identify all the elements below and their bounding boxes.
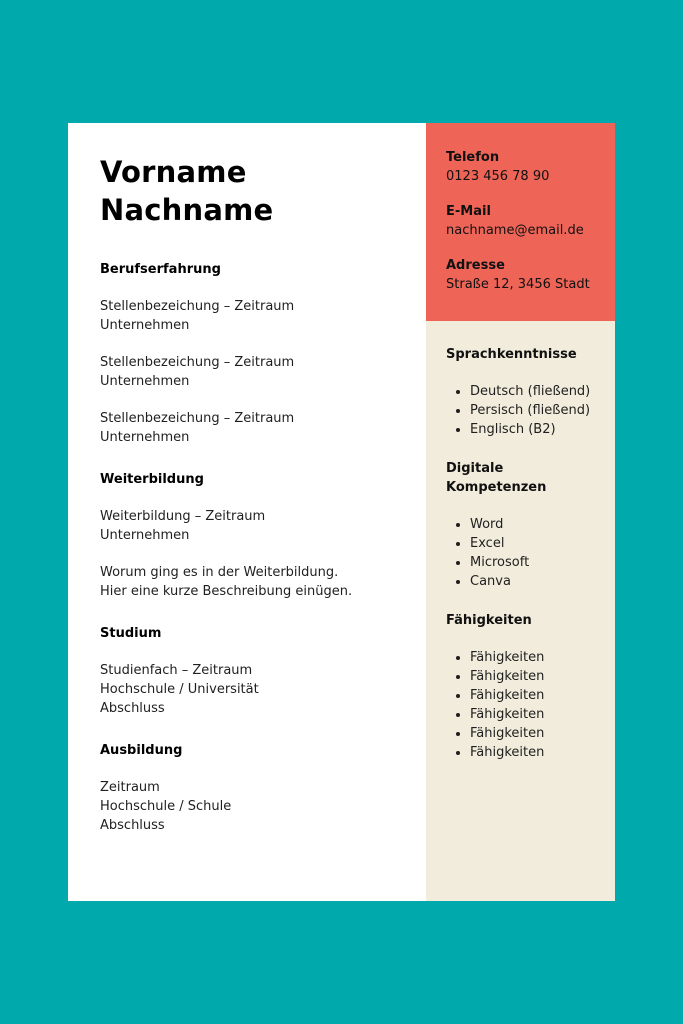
section-title-ausbildung: Ausbildung xyxy=(100,743,183,758)
section-sprachkenntnisse xyxy=(446,345,615,439)
sidebar-content xyxy=(426,321,615,762)
digital-skill-item: • Word xyxy=(470,515,615,534)
job-title-period: Stellenbezeichung – Zeitraum xyxy=(100,355,295,370)
main-column xyxy=(100,153,420,859)
section-title-sprachkenntnisse: Sprachkenntnisse xyxy=(446,347,577,362)
sidebar xyxy=(426,123,615,901)
section-faehigkeiten xyxy=(446,611,615,762)
language-list xyxy=(446,382,615,439)
section-title-line: Digitale xyxy=(446,461,504,476)
section-title-digitale-kompetenzen xyxy=(446,459,615,497)
job-entry xyxy=(100,409,420,447)
job-entry xyxy=(100,353,420,391)
language-item: • Persisch (fließend) xyxy=(470,401,615,420)
digital-skill-item: • Microsoft xyxy=(470,553,615,572)
apprenticeship-period: Zeitraum xyxy=(100,780,160,795)
adresse-label: Adresse xyxy=(446,258,505,273)
digital-skill-item: • Canva xyxy=(470,572,615,591)
study-subject-period: Studienfach – Zeitraum xyxy=(100,663,253,678)
study-entry xyxy=(100,661,420,718)
study-institution: Hochschule / Universität xyxy=(100,682,259,697)
language-item: • Deutsch (fließend) xyxy=(470,382,615,401)
first-name: Vorname xyxy=(100,155,247,189)
contact-email xyxy=(446,202,615,240)
full-name xyxy=(100,153,420,229)
email-label: E-Mail xyxy=(446,204,491,219)
skill-item: • Fähigkeiten xyxy=(470,648,615,667)
contact-adresse xyxy=(446,256,615,294)
section-weiterbildung xyxy=(100,471,420,601)
job-company: Unternehmen xyxy=(100,430,190,445)
skill-item: • Fähigkeiten xyxy=(470,724,615,743)
contact-telefon xyxy=(446,148,615,186)
skill-item: • Fähigkeiten xyxy=(470,705,615,724)
skill-item: • Fähigkeiten xyxy=(470,667,615,686)
training-description-line: Hier eine kurze Beschreibung einügen. xyxy=(100,584,353,599)
contact-panel xyxy=(426,123,615,321)
email-value: nachname@email.de xyxy=(446,223,584,238)
telefon-label: Telefon xyxy=(446,150,500,165)
job-title-period: Stellenbezeichung – Zeitraum xyxy=(100,411,295,426)
apprenticeship-degree: Abschluss xyxy=(100,818,165,833)
adresse-value: Straße 12, 3456 Stadt xyxy=(446,277,590,292)
job-company: Unternehmen xyxy=(100,374,190,389)
digital-skill-item: • Excel xyxy=(470,534,615,553)
section-title-line: Kompetenzen xyxy=(446,480,547,495)
section-berufserfahrung xyxy=(100,261,420,447)
training-entry xyxy=(100,507,420,545)
section-studium xyxy=(100,625,420,718)
training-description xyxy=(100,563,420,601)
section-title-faehigkeiten: Fähigkeiten xyxy=(446,613,532,628)
skill-item: • Fähigkeiten xyxy=(470,743,615,762)
section-title-weiterbildung: Weiterbildung xyxy=(100,472,204,487)
last-name: Nachname xyxy=(100,193,274,227)
section-digitale-kompetenzen xyxy=(446,459,615,591)
section-title-studium: Studium xyxy=(100,626,162,641)
training-title-period: Weiterbildung – Zeitraum xyxy=(100,509,266,524)
apprenticeship-institution: Hochschule / Schule xyxy=(100,799,232,814)
skill-item: • Fähigkeiten xyxy=(470,686,615,705)
digital-skills-list xyxy=(446,515,615,591)
job-entry xyxy=(100,297,420,335)
section-title-berufserfahrung: Berufserfahrung xyxy=(100,262,221,277)
telefon-value: 0123 456 78 90 xyxy=(446,169,550,184)
apprenticeship-entry xyxy=(100,778,420,835)
job-company: Unternehmen xyxy=(100,318,190,333)
skills-list xyxy=(446,648,615,762)
job-title-period: Stellenbezeichung – Zeitraum xyxy=(100,299,295,314)
language-item: • Englisch (B2) xyxy=(470,420,615,439)
training-company: Unternehmen xyxy=(100,528,190,543)
section-ausbildung xyxy=(100,742,420,835)
study-degree: Abschluss xyxy=(100,701,165,716)
resume-page xyxy=(68,123,615,901)
training-description-line: Worum ging es in der Weiterbildung. xyxy=(100,565,339,580)
